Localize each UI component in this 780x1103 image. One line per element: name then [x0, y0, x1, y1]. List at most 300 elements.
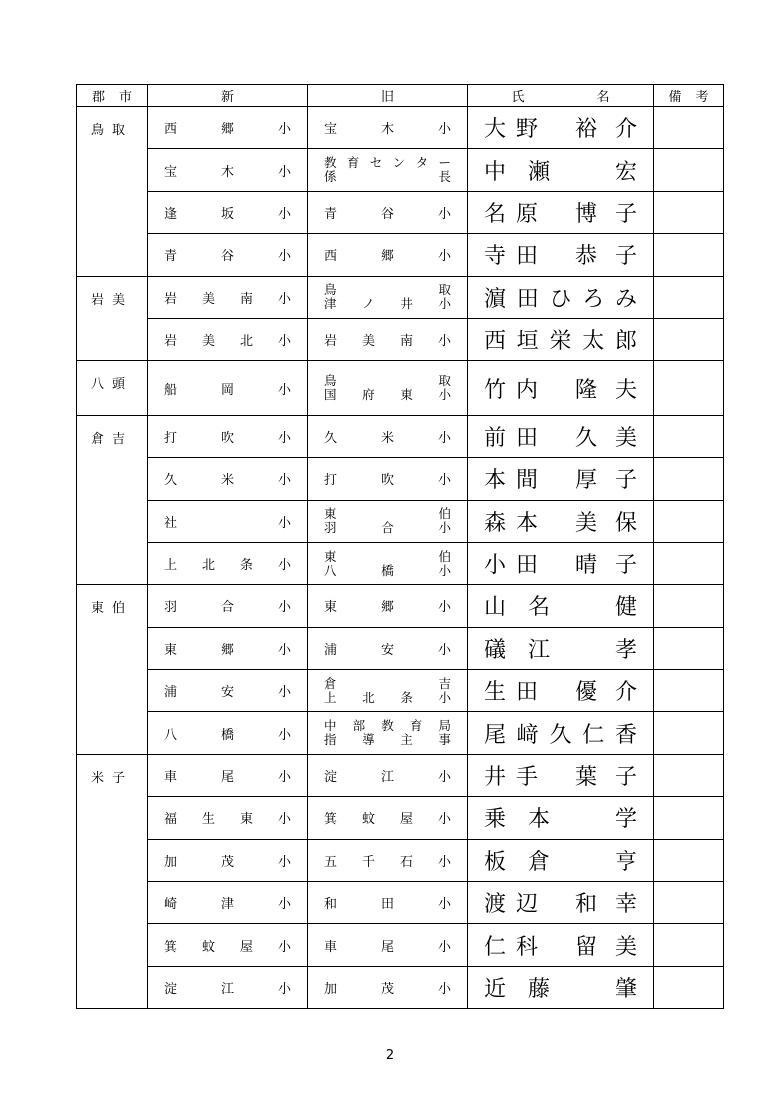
old-school-char: 小 [437, 473, 451, 489]
notes-cell [654, 839, 724, 881]
new-school-cell [148, 149, 308, 191]
old-school-char: 箕 [324, 812, 338, 828]
new-school-char: 福 [164, 812, 178, 828]
name-cell [468, 234, 654, 276]
old-school-char: セ [369, 155, 383, 171]
new-school-char: 津 [220, 897, 234, 913]
person-name [468, 755, 653, 796]
notes-cell [654, 149, 724, 191]
person-name-char: 井 [484, 765, 507, 791]
person-name [468, 234, 653, 275]
new-school-char: 美 [201, 291, 215, 307]
old-school-char: 千 [361, 854, 375, 870]
old-school-char: 宝 [324, 122, 338, 138]
person-name [468, 882, 653, 923]
table-row [77, 318, 724, 360]
notes-cell [654, 276, 724, 318]
old-school-line [324, 691, 451, 705]
old-school [308, 712, 467, 753]
old-school-char: 江 [380, 770, 394, 786]
person-name-char: 辺 [516, 892, 539, 918]
old-school-cell [308, 276, 468, 318]
old-school-char: 田 [380, 897, 394, 913]
person-name-char: 太 [582, 329, 605, 355]
person-name-char: 子 [614, 468, 637, 494]
old-school-cell [308, 415, 468, 457]
person-name-char: 西 [484, 329, 507, 355]
old-school-cell [308, 318, 468, 360]
new-school [148, 755, 307, 796]
name-cell [468, 712, 654, 754]
old-school-char: 東 [324, 600, 338, 616]
new-school-char: 小 [277, 727, 291, 743]
new-school-char: 小 [277, 473, 291, 489]
old-school-char: 加 [324, 982, 338, 997]
table-row [77, 191, 724, 233]
person-name-char: 大 [484, 117, 507, 143]
person-name-char: ひ [549, 286, 572, 312]
name-cell [468, 670, 654, 712]
person-name-char: 中 [484, 159, 507, 185]
person-name [468, 840, 653, 881]
person-name-char: 裕 [574, 117, 597, 143]
header-district-char: 市 [119, 90, 133, 105]
new-school-char: 小 [277, 897, 291, 913]
new-school-char: 蚊 [201, 939, 215, 955]
old-school-char: 北 [362, 689, 375, 705]
name-cell [468, 276, 654, 318]
name-cell [468, 500, 654, 542]
old-school-char: 小 [438, 562, 451, 578]
person-name-char: 尾 [484, 722, 507, 748]
person-name [468, 416, 653, 457]
person-name [468, 543, 653, 584]
old-school-line [324, 677, 451, 691]
old-school [308, 840, 467, 881]
person-name-char: 肇 [614, 977, 637, 1002]
new-school-char: 屋 [239, 939, 253, 955]
notes-cell [654, 500, 724, 542]
notes-cell [654, 585, 724, 627]
old-school [308, 543, 467, 584]
old-school-char: 伯 [438, 548, 451, 564]
district-cell: 岩美 [77, 276, 148, 361]
person-name-char: 山 [484, 595, 507, 621]
old-school-char: 小 [437, 206, 451, 222]
person-name-char: 田 [516, 286, 539, 312]
new-school-char: 南 [239, 291, 253, 307]
person-name [468, 712, 653, 753]
old-school-char: 屋 [399, 812, 413, 828]
old-school-char: 谷 [380, 206, 394, 222]
old-school-cell [308, 839, 468, 881]
person-name-char: 渡 [484, 892, 507, 918]
old-school-char: 府 [362, 387, 375, 403]
new-school-cell [148, 234, 308, 276]
old-school-line [324, 719, 451, 733]
new-school-char: 小 [277, 685, 291, 701]
person-name [468, 967, 653, 1008]
new-school-char: 小 [277, 291, 291, 307]
new-school-cell [148, 458, 308, 500]
old-school-char: 条 [400, 689, 413, 705]
old-school-line [324, 564, 451, 578]
old-school-char: 和 [324, 897, 338, 913]
new-school [148, 319, 307, 360]
old-school-char: 指 [324, 732, 337, 748]
new-school [148, 967, 307, 1008]
name-cell [468, 797, 654, 839]
table-row [77, 542, 724, 584]
old-school-char: 小 [438, 520, 451, 536]
new-school-char: 小 [277, 558, 291, 574]
old-school-line [324, 521, 451, 535]
new-school [148, 628, 307, 669]
old-school-cell [308, 542, 468, 584]
old-school-char: ー [438, 155, 451, 171]
person-name [468, 628, 653, 669]
person-name-char: 美 [614, 425, 637, 451]
new-school-cell [148, 670, 308, 712]
table-row [77, 107, 724, 149]
old-school-char: 津 [324, 296, 337, 312]
new-school-char: 小 [277, 982, 291, 997]
old-school-char: 安 [380, 642, 394, 658]
new-school-char: 羽 [164, 600, 178, 616]
new-school-char: 岩 [164, 334, 178, 350]
person-name-char: 科 [516, 934, 539, 960]
old-school-char: 小 [437, 982, 451, 997]
new-school-cell [148, 882, 308, 924]
person-name-char: 保 [614, 510, 637, 536]
person-name-char: 幸 [614, 892, 637, 918]
old-school-char: 吹 [380, 473, 394, 489]
person-name-char: 竹 [484, 377, 507, 403]
old-school-char: 東 [324, 506, 337, 522]
person-name-char: 博 [574, 201, 597, 227]
old-school-char: 倉 [324, 675, 337, 691]
table-row [77, 500, 724, 542]
notes-cell [654, 361, 724, 415]
new-school-cell [148, 797, 308, 839]
person-name [468, 585, 653, 626]
header-row [77, 85, 724, 107]
person-name [468, 149, 653, 190]
person-name [468, 361, 653, 414]
old-school-cell [308, 627, 468, 669]
old-school-char: 上 [324, 689, 337, 705]
old-school-cell [308, 361, 468, 415]
person-name-char: 原 [516, 201, 539, 227]
person-name-char: 内 [516, 377, 539, 403]
name-cell [468, 149, 654, 191]
old-school-line [324, 374, 451, 388]
new-school-char: 谷 [220, 249, 234, 265]
old-school-line [324, 297, 451, 311]
new-school-cell [148, 276, 308, 318]
new-school-char: 江 [220, 982, 234, 997]
old-school-char: 小 [438, 296, 451, 312]
new-school [148, 149, 307, 190]
old-school [308, 234, 467, 275]
person-name-char: 名 [528, 595, 551, 621]
person-name [468, 501, 653, 542]
person-name-char: 介 [614, 680, 637, 706]
table-row [77, 627, 724, 669]
old-school-char: 郷 [380, 600, 394, 616]
new-school-char: 岡 [220, 382, 234, 398]
old-school-char: 導 [362, 732, 375, 748]
old-school-line [324, 170, 451, 184]
new-school-cell [148, 712, 308, 754]
old-school-cell [308, 924, 468, 966]
old-school [308, 107, 467, 148]
old-school-char: 小 [437, 897, 451, 913]
old-school-char: 美 [361, 334, 375, 350]
district-cell: 米子 [77, 754, 148, 1008]
new-school-char: 北 [239, 334, 253, 350]
old-school-cell [308, 882, 468, 924]
table-row [77, 361, 724, 415]
name-cell [468, 585, 654, 627]
new-school-char: 小 [277, 854, 291, 870]
new-school-char: 郷 [220, 122, 234, 138]
person-name [468, 924, 653, 965]
old-school-line [324, 156, 451, 170]
old-school [308, 585, 467, 626]
old-school-char: ン [392, 155, 406, 171]
person-name-char: 本 [484, 468, 507, 494]
old-school-line [324, 507, 451, 521]
old-school-char: 小 [437, 939, 451, 955]
old-school-cell [308, 585, 468, 627]
old-school [308, 924, 467, 965]
new-school-char: 打 [164, 430, 178, 446]
new-school-char: 東 [239, 812, 253, 828]
old-school [308, 967, 467, 1008]
new-school [148, 670, 307, 711]
new-school-cell [148, 839, 308, 881]
name-cell [468, 542, 654, 584]
new-school [148, 797, 307, 838]
person-name-char: 倉 [528, 849, 551, 875]
new-school-char: 小 [277, 164, 291, 180]
new-school [148, 458, 307, 499]
new-school-char: 条 [239, 558, 253, 574]
person-name-char: 田 [516, 244, 539, 270]
new-school [148, 924, 307, 965]
old-school-cell [308, 966, 468, 1008]
new-school-char: 坂 [220, 206, 234, 222]
new-school [148, 882, 307, 923]
old-school [308, 361, 467, 414]
person-name-char: 子 [614, 244, 637, 270]
name-cell [468, 839, 654, 881]
notes-cell [654, 924, 724, 966]
old-school-char: 岩 [324, 334, 338, 350]
person-name-char: 宏 [614, 159, 637, 185]
old-school-char: 小 [437, 600, 451, 616]
new-school-cell [148, 361, 308, 415]
new-school-char: 東 [164, 642, 178, 658]
new-school-cell [148, 318, 308, 360]
person-name-char: 夫 [614, 377, 637, 403]
new-school-char: 箕 [164, 939, 178, 955]
table-row [77, 712, 724, 754]
old-school-char: 局 [438, 718, 451, 734]
notes-cell [654, 797, 724, 839]
old-school-cell [308, 500, 468, 542]
new-school-cell [148, 627, 308, 669]
old-school-cell [308, 797, 468, 839]
person-name-char: 本 [528, 807, 551, 833]
new-school-char: 茂 [220, 854, 234, 870]
new-school-char: 西 [164, 122, 178, 138]
person-name-char: 香 [614, 722, 637, 748]
notes-cell [654, 627, 724, 669]
old-school-cell [308, 191, 468, 233]
old-school-char: 井 [400, 296, 413, 312]
new-school [148, 234, 307, 275]
name-cell [468, 627, 654, 669]
person-name-char: 小 [484, 553, 507, 579]
person-name-char: 和 [574, 892, 597, 918]
header-name [468, 85, 654, 107]
new-school-char: 小 [277, 206, 291, 222]
person-name-char: 﨑 [516, 722, 539, 748]
person-name-char: 森 [484, 510, 507, 536]
old-school-char: 育 [346, 155, 360, 171]
new-school [148, 277, 307, 318]
old-school-char: 小 [437, 642, 451, 658]
table-row [77, 754, 724, 796]
person-name-char: 葉 [574, 765, 597, 791]
old-school-char: 石 [399, 854, 413, 870]
old-school-char: 国 [324, 387, 337, 403]
old-school-cell [308, 149, 468, 191]
person-name-char: み [614, 286, 637, 312]
new-school [148, 585, 307, 626]
old-school-char: 合 [381, 520, 394, 536]
old-school [308, 628, 467, 669]
old-school-char: 木 [380, 122, 394, 138]
old-school-char: 主 [400, 732, 413, 748]
old-school-char: 教 [381, 718, 394, 734]
old-school-char: 小 [438, 387, 451, 403]
new-school-char: 浦 [164, 685, 178, 701]
table-row [77, 839, 724, 881]
new-school-char: 小 [277, 249, 291, 265]
person-name-char: 前 [484, 425, 507, 451]
name-cell [468, 754, 654, 796]
old-school-line [324, 283, 451, 297]
old-school-char: 中 [324, 718, 337, 734]
new-school-char: 久 [164, 473, 178, 489]
old-school [308, 501, 467, 542]
page-number: 2 [385, 1048, 395, 1063]
person-name-char: 留 [574, 934, 597, 960]
old-school-char: 郷 [380, 249, 394, 265]
person-name-char: 郎 [614, 329, 637, 355]
person-name-char: 健 [614, 595, 637, 621]
personnel-table [76, 84, 724, 1009]
new-school-char: 木 [220, 164, 234, 180]
old-school [308, 458, 467, 499]
notes-cell [654, 670, 724, 712]
old-school [308, 416, 467, 457]
notes-cell [654, 107, 724, 149]
person-name-char: 孝 [614, 637, 637, 663]
old-school-cell [308, 107, 468, 149]
notes-cell [654, 542, 724, 584]
person-name-char: 学 [614, 807, 637, 833]
person-name-char: 栄 [549, 329, 572, 355]
new-school-char: 船 [164, 382, 178, 398]
old-school-char: 小 [437, 770, 451, 786]
person-name-char: 生 [484, 680, 507, 706]
old-school-char: 五 [324, 854, 338, 870]
district-cell: 八頭 [77, 361, 148, 415]
notes-cell [654, 458, 724, 500]
old-school-char: 南 [399, 334, 413, 350]
old-school [308, 319, 467, 360]
old-school-char: 羽 [324, 520, 337, 536]
old-school-char: 尾 [380, 939, 394, 955]
header-notes-char: 備 [668, 90, 682, 105]
person-name-char: 近 [484, 977, 507, 1002]
old-school-char: 小 [437, 122, 451, 138]
person-name-char: 瀬 [528, 159, 551, 185]
new-school-char: 青 [164, 249, 178, 265]
table-row [77, 924, 724, 966]
new-school-cell [148, 966, 308, 1008]
table-row [77, 882, 724, 924]
old-school-char: 長 [438, 169, 451, 185]
new-school-char: 八 [164, 727, 178, 743]
old-school-char: 東 [324, 548, 337, 564]
old-school-char: 淀 [324, 770, 338, 786]
table-row [77, 415, 724, 457]
person-name [468, 458, 653, 499]
old-school-char: 西 [324, 249, 338, 265]
new-school [148, 501, 307, 542]
new-school-char: 小 [277, 122, 291, 138]
person-name-char: 仁 [582, 722, 605, 748]
new-school [148, 107, 307, 148]
person-name-char: 藤 [528, 977, 551, 1002]
person-name-char: 江 [528, 637, 551, 663]
old-school-char: 取 [438, 373, 451, 389]
new-school-char: 小 [277, 334, 291, 350]
new-school-cell [148, 754, 308, 796]
notes-cell [654, 754, 724, 796]
new-school-char: 橋 [220, 727, 234, 743]
person-name [468, 670, 653, 711]
notes-cell [654, 712, 724, 754]
notes-cell [654, 882, 724, 924]
personnel-table-body [77, 85, 724, 1009]
new-school-char: 小 [277, 939, 291, 955]
new-school [148, 416, 307, 457]
new-school-char: 小 [277, 812, 291, 828]
table-row [77, 585, 724, 627]
old-school-char: 吉 [438, 675, 451, 691]
name-cell [468, 458, 654, 500]
old-school-char: 部 [352, 718, 366, 734]
new-school-char: 米 [220, 473, 234, 489]
person-name-char: 野 [516, 117, 539, 143]
person-name-char: 田 [516, 680, 539, 706]
